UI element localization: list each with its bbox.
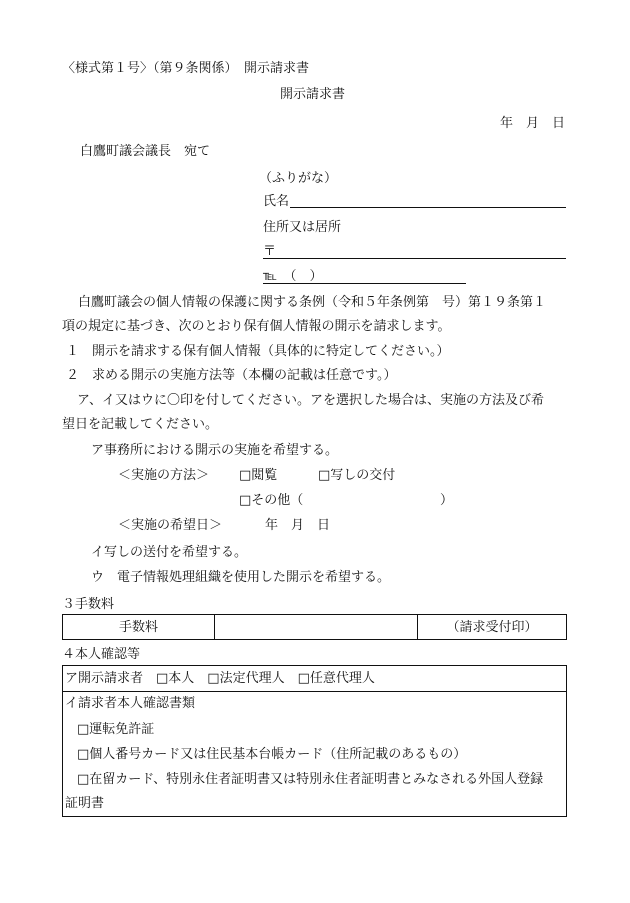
name-field[interactable] [290,207,566,208]
reception-stamp: （請求受付印） [418,615,567,640]
row-divider [63,691,566,692]
request-date[interactable]: 年 月 日 [500,116,566,131]
item2-heading: ２ 求める開示の実施方法等（本欄の記載は任意です。） [66,368,397,383]
form-reference: 〈様式第１号〉（第９条関係） 開示請求書 [62,61,310,76]
item2-note-line2: 望日を記載してください。 [62,417,219,432]
address-field[interactable] [263,258,566,259]
page-title: 開示請求書 [280,87,346,102]
id-docs-title: イ請求者本人確認書類 [65,696,196,711]
doc-residence-card-line2: 証明書 [65,796,105,811]
requester-type-row[interactable]: ア開示請求者 □本人 □法定代理人 □任意代理人 [65,671,375,686]
postal-mark: 〒 [263,244,277,259]
method-other-close: ） [440,493,454,508]
address-label: 住所又は居所 [263,220,342,235]
method-copy-checkbox[interactable]: □写しの交付 [318,468,396,483]
preferred-date-field[interactable]: 年 月 日 [265,518,331,533]
intro-text-line1: 白鷹町議会の個人情報の保護に関する条例（令和５年条例第 号）第１９条第１ [78,295,547,310]
item1-heading: １ 開示を請求する保有個人情報（具体的に特定してください。） [66,344,450,359]
method-view-checkbox[interactable]: □閲覧 [239,468,278,483]
fees-amount[interactable] [215,615,418,640]
option-i[interactable]: イ写しの送付を希望する。 [91,545,248,560]
tel-label: ℡ （ ） [263,269,323,284]
fees-label: 手数料 [63,615,215,640]
option-a[interactable]: ア事務所における開示の実施を希望する。 [91,443,339,458]
addressee: 白鷹町議会議長 宛て [80,144,211,159]
fees-table [62,614,567,640]
method-other-checkbox[interactable]: □その他（ [239,493,304,508]
intro-text-line2: 項の規定に基づき、次のとおり保有個人情報の開示を請求します。 [62,319,451,334]
identity-table [62,665,567,817]
item2-note-line1: ア、イ又はウに〇印を付してください。アを選択した場合は、実施の方法及び希 [77,393,544,408]
doc-my-number-card[interactable]: □個人番号カード又は住民基本台帳カード（住所記載のあるもの） [77,747,467,762]
method-label: ＜実施の方法＞ [118,468,210,483]
identity-heading: ４本人確認等 [62,647,141,662]
fees-heading: ３手数料 [62,597,115,612]
doc-residence-card-line1[interactable]: □在留カード、特別永住者証明書又は特別永住者証明書とみなされる外国人登録 [77,772,544,787]
furigana-label: （ふりがな） [259,171,338,186]
doc-drivers-license[interactable]: □運転免許証 [77,722,155,737]
option-u[interactable]: ウ 電子情報処理組織を使用した開示を希望する。 [91,570,391,585]
name-label: 氏名 [263,194,290,209]
tel-field[interactable] [263,283,466,284]
preferred-date-label: ＜実施の希望日＞ [118,518,223,533]
